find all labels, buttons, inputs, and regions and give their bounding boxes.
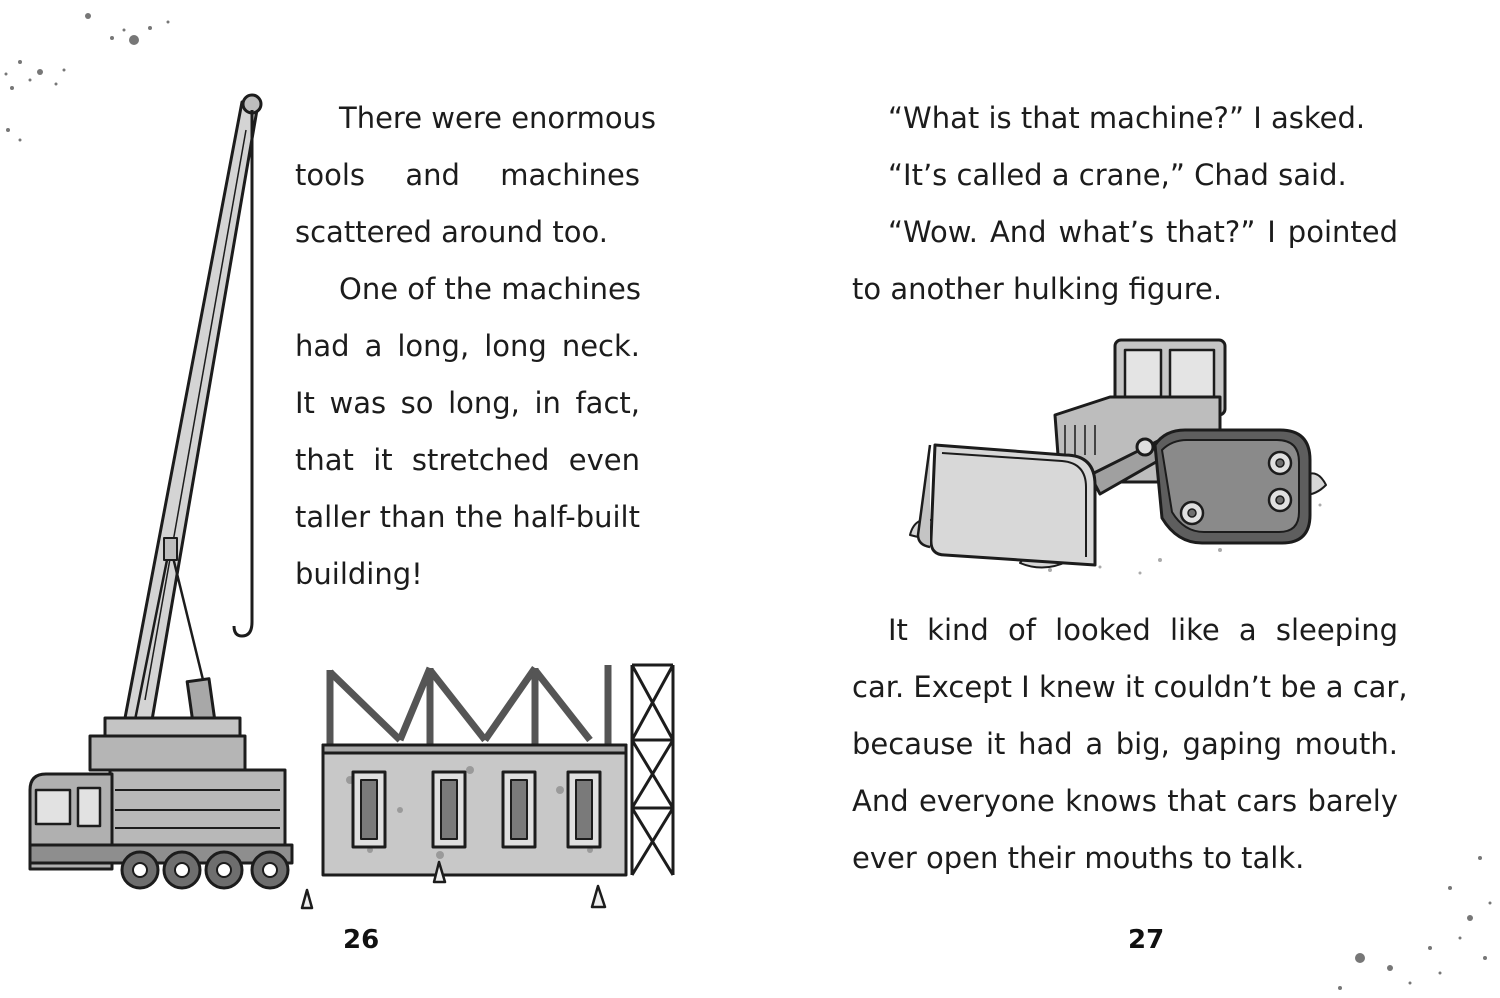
text-line: It kind of looked like a sleeping	[888, 613, 1398, 647]
page-number: 26	[343, 925, 380, 955]
text-line: that it stretched even	[295, 443, 640, 477]
text-line: because it had a big, gaping mouth.	[852, 727, 1398, 761]
right-page	[750, 0, 1500, 998]
text-line: ever open their mouths to talk.	[852, 841, 1305, 875]
text-line: There were enormous	[339, 101, 657, 135]
text-line: “What is that machine?” I asked.	[888, 101, 1366, 135]
text-line: “It’s called a crane,” Chad said.	[888, 158, 1347, 192]
page-number: 27	[1128, 925, 1165, 955]
text-line: taller than the half-built	[295, 500, 640, 534]
crane-truck-illustration	[20, 90, 320, 910]
text-line: And everyone knows that cars barely	[852, 784, 1398, 818]
text-line: “Wow. And what’s that?” I pointed	[888, 215, 1398, 249]
text-line: had a long, long neck.	[295, 329, 640, 363]
text-line: tools and machines	[295, 158, 640, 192]
text-line: scattered around too.	[295, 215, 608, 249]
text-line: car. Except I knew it couldn’t be a car,	[852, 670, 1408, 704]
half-built-building-illustration	[290, 660, 690, 920]
text-line: It was so long, in fact,	[295, 386, 640, 420]
left-page-text	[295, 90, 657, 603]
right-page-text-bottom	[852, 602, 1408, 887]
right-page-text-top	[852, 90, 1398, 318]
text-line: One of the machines	[339, 272, 641, 306]
text-line: building!	[295, 557, 423, 591]
text-line: to another hulking figure.	[852, 272, 1223, 306]
bulldozer-illustration	[900, 335, 1360, 585]
speckle-decoration	[1320, 848, 1500, 998]
